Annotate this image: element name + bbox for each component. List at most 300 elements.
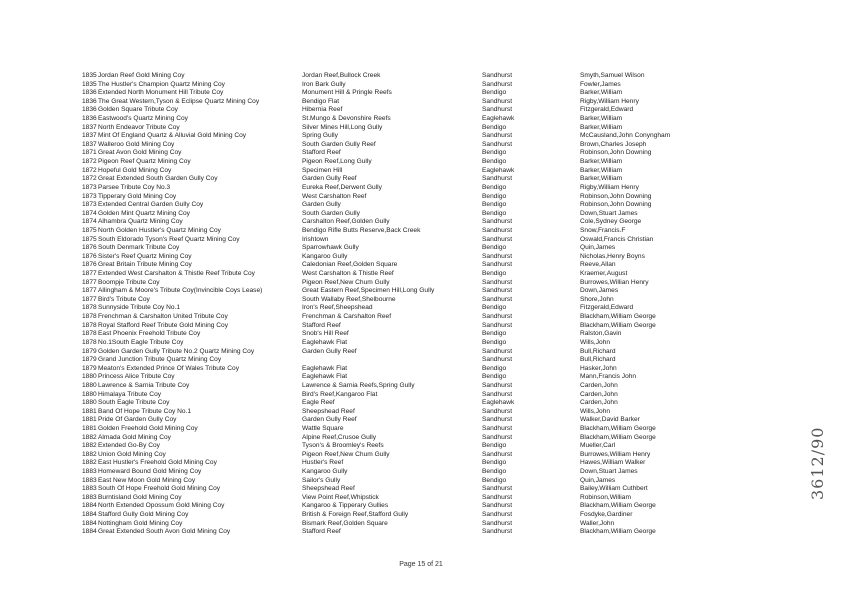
location-cell: Stafford Reef xyxy=(302,149,341,157)
company-name-cell: Great Extended South Garden Gully Coy xyxy=(98,175,218,183)
location-cell: Great Eastern Reef,Specimen Hill,Long Gully xyxy=(302,287,435,295)
district-cell: Sandhurst xyxy=(482,416,513,424)
person-cell: McCausland,John Conyngham xyxy=(580,132,671,140)
person-cell: Fitzgerald,Edward xyxy=(580,106,634,114)
location-cell: Garden Gully xyxy=(302,201,341,209)
table-row xyxy=(82,167,802,176)
company-name-cell: Himalaya Tribute Coy xyxy=(98,390,162,398)
person-cell: Reeve,Allan xyxy=(580,261,616,269)
company-name-cell: Great Britain Tribute Mining Coy xyxy=(98,261,192,269)
table-row xyxy=(82,330,802,339)
district-cell: Sandhurst xyxy=(482,485,513,493)
year-cell: 1883 xyxy=(82,493,97,501)
person-cell: Shore,John xyxy=(580,295,614,303)
district-cell: Sandhurst xyxy=(482,407,513,415)
company-name-cell: Burntisland Gold Mining Coy xyxy=(98,493,182,501)
table-row xyxy=(82,494,802,503)
table-row xyxy=(82,115,802,124)
year-cell: 1835 xyxy=(82,72,97,79)
location-cell: Stafford Reef xyxy=(302,528,341,536)
district-cell: Bendigo xyxy=(482,364,507,372)
person-cell: Barker,William xyxy=(580,123,623,131)
year-cell: 1882 xyxy=(82,442,97,450)
company-name-cell: North Golden Hustler's Quartz Mining Coy xyxy=(98,226,221,234)
year-cell: 1876 xyxy=(82,252,97,260)
district-cell: Bendigo xyxy=(482,158,507,166)
location-cell: Kangaroo & Tipperary Gullies xyxy=(302,502,389,510)
location-cell: Wattle Square xyxy=(302,424,344,432)
year-cell: 1881 xyxy=(82,407,97,415)
person-cell: Oswald,Francis Christian xyxy=(580,235,654,243)
table-row xyxy=(82,287,802,296)
person-cell: Burrowes,Willian Henry xyxy=(580,278,649,286)
person-cell: Barker,William xyxy=(580,158,623,166)
table-row xyxy=(82,408,802,417)
district-cell: Bendigo xyxy=(482,338,507,346)
person-cell: Blackham,William George xyxy=(580,424,656,432)
location-cell: Tyson's & Broomley's Reefs xyxy=(302,442,384,450)
person-cell: Kraemer,August xyxy=(580,270,628,278)
person-cell: Rigby,William Henry xyxy=(580,97,639,105)
person-cell: Down,Stuart James xyxy=(580,209,638,217)
table-row xyxy=(82,391,802,400)
district-cell: Sandhurst xyxy=(482,261,513,269)
table-row xyxy=(82,451,802,460)
table-row xyxy=(82,89,802,98)
person-cell: Barker,William xyxy=(580,175,623,183)
location-cell: Bismark Reef,Golden Square xyxy=(302,519,388,527)
company-name-cell: Almada Gold Mining Coy xyxy=(98,433,171,441)
district-cell: Sandhurst xyxy=(482,252,513,260)
company-name-cell: East New Moon Gold Mining Coy xyxy=(98,476,196,484)
district-cell: Bendigo xyxy=(482,304,507,312)
year-cell: 1872 xyxy=(82,166,97,174)
company-name-cell: Frenchman & Carshalton United Tribute Coy xyxy=(98,313,228,321)
year-cell: 1836 xyxy=(82,115,97,123)
location-cell: Alpine Reef,Crusoe Gully xyxy=(302,433,377,441)
person-cell: Bull,Richard xyxy=(580,347,616,355)
company-name-cell: The Great Western,Tyson & Eclipse Quartz Mining Coy xyxy=(98,97,260,105)
person-cell: Barker,William xyxy=(580,89,623,97)
location-cell: Iron Bark Gully xyxy=(302,80,346,88)
company-name-cell: Band Of Hope Tribute Coy No.1 xyxy=(98,407,192,415)
year-cell: 1877 xyxy=(82,295,97,303)
location-cell: Caledonian Reef,Golden Square xyxy=(302,261,398,269)
table-row xyxy=(82,356,802,365)
location-cell: Kangaroo Gully xyxy=(302,252,348,260)
year-cell: 1835 xyxy=(82,80,97,88)
year-cell: 1881 xyxy=(82,416,97,424)
location-cell: Spring Gully xyxy=(302,132,338,140)
district-cell: Sandhurst xyxy=(482,218,513,226)
year-cell: 1883 xyxy=(82,468,97,476)
company-name-cell: Jordan Reef Gold Mining Coy xyxy=(98,72,185,79)
table-row xyxy=(82,124,802,133)
person-cell: Ralston,Gavin xyxy=(580,330,622,338)
table-row xyxy=(82,399,802,408)
company-name-cell: Grand Junction Tribute Quartz Mining Coy xyxy=(98,356,222,364)
person-cell: Robinson,John Downing xyxy=(580,192,652,200)
table-row xyxy=(82,175,802,184)
district-cell: Sandhurst xyxy=(482,381,513,389)
district-cell: Sandhurst xyxy=(482,278,513,286)
district-cell: Eaglehawk xyxy=(482,166,515,174)
person-cell: Quin,James xyxy=(580,244,616,252)
company-name-cell: North Endeavor Tribute Coy xyxy=(98,123,180,131)
year-cell: 1836 xyxy=(82,106,97,114)
company-name-cell: Allingham & Moore's Tribute Coy(Invincible Coys Lease) xyxy=(98,287,263,295)
location-cell: Bird's Reef,Kangaroo Flat xyxy=(302,390,378,398)
year-cell: 1884 xyxy=(82,519,97,527)
company-name-cell: Lawrence & Sarnia Tribute Coy xyxy=(98,381,190,389)
person-cell: Carden,John xyxy=(580,399,618,407)
year-cell: 1872 xyxy=(82,175,97,183)
year-cell: 1871 xyxy=(82,149,97,157)
person-cell: Waller,John xyxy=(580,519,615,527)
person-cell: Hasker,John xyxy=(580,364,617,372)
location-cell: Garden Gully Reef xyxy=(302,416,357,424)
district-cell: Sandhurst xyxy=(482,356,513,364)
person-cell: Blackham,William George xyxy=(580,433,656,441)
location-cell: View Point Reef,Whipstick xyxy=(302,493,379,501)
location-cell: Silver Mines Hill,Long Gully xyxy=(302,123,383,131)
person-cell: Blackham,William George xyxy=(580,528,656,536)
table-row xyxy=(82,72,802,81)
company-name-cell: Sunnyside Tribute Coy No.1 xyxy=(98,304,181,312)
person-cell: Robinson,William xyxy=(580,493,631,501)
table-row xyxy=(82,81,802,90)
district-cell: Sandhurst xyxy=(482,424,513,432)
location-cell: Eaglehawk Flat xyxy=(302,373,348,381)
year-cell: 1878 xyxy=(82,338,97,346)
table-row xyxy=(82,253,802,262)
year-cell: 1875 xyxy=(82,226,97,234)
location-cell: Garden Gully Reef xyxy=(302,175,357,183)
year-cell: 1873 xyxy=(82,183,97,191)
person-cell: Mueller,Carl xyxy=(580,442,616,450)
table-row xyxy=(82,193,802,202)
year-cell: 1883 xyxy=(82,485,97,493)
person-cell: Robinson,John Downing xyxy=(580,201,652,209)
company-name-cell: Union Gold Mining Coy xyxy=(98,450,166,458)
table-row xyxy=(82,365,802,374)
table-row xyxy=(82,348,802,357)
person-cell: Barker,William xyxy=(580,166,623,174)
district-cell: Sandhurst xyxy=(482,390,513,398)
handwritten-annotation: 3612/90 xyxy=(808,426,827,500)
table-row xyxy=(82,416,802,425)
company-name-cell: South Denmark Tribute Coy xyxy=(98,244,180,252)
location-cell: Iron's Reef,Sheepshead xyxy=(302,304,373,312)
year-cell: 1874 xyxy=(82,209,97,217)
year-cell: 1836 xyxy=(82,97,97,105)
person-cell: Mann,Francis John xyxy=(580,373,637,381)
district-cell: Sandhurst xyxy=(482,132,513,140)
person-cell: Burrowes,William Henry xyxy=(580,450,651,458)
location-cell: Eureka Reef,Derwent Gully xyxy=(302,183,382,191)
district-cell: Sandhurst xyxy=(482,226,513,234)
table-row xyxy=(82,339,802,348)
person-cell: Hawes,William Walker xyxy=(580,459,646,467)
person-cell: Carden,John xyxy=(580,390,618,398)
table-row xyxy=(82,218,802,227)
district-cell: Bendigo xyxy=(482,244,507,252)
location-cell: Bendigo Rifle Butts Reserve,Back Creek xyxy=(302,226,421,234)
year-cell: 1883 xyxy=(82,476,97,484)
company-name-cell: Homeward Bound Gold Mining Coy xyxy=(98,468,202,476)
district-cell: Eaglehawk xyxy=(482,399,515,407)
company-name-cell: Extended Go-By Coy xyxy=(98,442,160,450)
table-row xyxy=(82,322,802,331)
district-cell: Sandhurst xyxy=(482,97,513,105)
district-cell: Sandhurst xyxy=(482,433,513,441)
company-name-cell: Great Extended South Avon Gold Mining Coy xyxy=(98,528,231,536)
table-row xyxy=(82,106,802,115)
person-cell: Nicholas,Henry Boyns xyxy=(580,252,645,260)
year-cell: 1873 xyxy=(82,201,97,209)
company-name-cell: Great Avon Gold Mining Coy xyxy=(98,149,182,157)
location-cell: Frenchman & Carshalton Reef xyxy=(302,313,392,321)
year-cell: 1881 xyxy=(82,424,97,432)
district-cell: Bendigo xyxy=(482,183,507,191)
person-cell: Carden,John xyxy=(580,381,618,389)
year-cell: 1880 xyxy=(82,390,97,398)
company-name-cell: Pride Of Garden Gully Coy xyxy=(98,416,177,424)
district-cell: Sandhurst xyxy=(482,80,513,88)
district-cell: Sandhurst xyxy=(482,493,513,501)
company-name-cell: Nottingham Gold Mining Coy xyxy=(98,519,183,527)
company-name-cell: Golden Freehold Gold Mining Coy xyxy=(98,424,198,432)
location-cell: Lawrence & Sarnia Reefs,Spring Gully xyxy=(302,381,415,389)
table-row xyxy=(82,477,802,486)
district-cell: Bendigo xyxy=(482,373,507,381)
location-cell: Carshalton Reef,Golden Gully xyxy=(302,218,390,226)
person-cell: Bailey,William Cuthbert xyxy=(580,485,648,493)
district-cell: Bendigo xyxy=(482,201,507,209)
company-name-cell: Eastwood's Quartz Mining Coy xyxy=(98,115,188,123)
location-cell: West Carshalton Reef xyxy=(302,192,367,200)
year-cell: 1880 xyxy=(82,381,97,389)
year-cell: 1872 xyxy=(82,158,97,166)
year-cell: 1837 xyxy=(82,123,97,131)
location-cell: South Wallaby Reef,Shelbourne xyxy=(302,295,396,303)
location-cell: Garden Gully Reef xyxy=(302,347,357,355)
person-cell: Blackham,William George xyxy=(580,313,656,321)
person-cell: Down,Stuart James xyxy=(580,468,638,476)
table-row xyxy=(82,511,802,520)
company-name-cell: Bird's Tribute Coy xyxy=(98,295,150,303)
year-cell: 1880 xyxy=(82,399,97,407)
table-row xyxy=(82,520,802,529)
year-cell: 1882 xyxy=(82,450,97,458)
person-cell: Walker,David Barker xyxy=(580,416,640,424)
table-row xyxy=(82,296,802,305)
location-cell: Snob's Hill Reef xyxy=(302,330,349,338)
year-cell: 1876 xyxy=(82,244,97,252)
year-cell: 1882 xyxy=(82,459,97,467)
table-row xyxy=(82,373,802,382)
year-cell: 1878 xyxy=(82,304,97,312)
location-cell: Sheepshead Reef xyxy=(302,485,355,493)
location-cell: Sheepshead Reef xyxy=(302,407,355,415)
person-cell: Down,James xyxy=(580,287,619,295)
company-name-cell: Parsee Tribute Coy No.3 xyxy=(98,183,171,191)
year-cell: 1876 xyxy=(82,261,97,269)
table-row xyxy=(82,382,802,391)
table-row xyxy=(82,184,802,193)
company-name-cell: Sister's Reef Quartz Mining Coy xyxy=(98,252,192,260)
location-cell: Bendigo Flat xyxy=(302,97,340,105)
table-row xyxy=(82,313,802,322)
year-cell: 1884 xyxy=(82,528,97,536)
person-cell: Robinson,John Downing xyxy=(580,149,652,157)
year-cell: 1837 xyxy=(82,132,97,140)
table-row xyxy=(82,442,802,451)
location-cell: West Carshalton & Thistle Reef xyxy=(302,270,394,278)
year-cell: 1879 xyxy=(82,364,97,372)
person-cell: Fowler,James xyxy=(580,80,621,88)
company-name-cell: Mint Of England Quartz & Alluvial Gold Mining Coy xyxy=(98,132,247,140)
company-name-cell: North Extended Opossum Gold Mining Coy xyxy=(98,502,225,510)
district-cell: Sandhurst xyxy=(482,106,513,114)
location-cell: Eaglehawk Flat xyxy=(302,338,348,346)
district-cell: Bendigo xyxy=(482,149,507,157)
table-row xyxy=(82,528,802,537)
person-cell: Wills,John xyxy=(580,338,611,346)
district-cell: Bendigo xyxy=(482,270,507,278)
district-cell: Sandhurst xyxy=(482,528,513,536)
year-cell: 1877 xyxy=(82,287,97,295)
year-cell: 1877 xyxy=(82,278,97,286)
year-cell: 1884 xyxy=(82,511,97,519)
year-cell: 1884 xyxy=(82,502,97,510)
table-row xyxy=(82,210,802,219)
year-cell: 1878 xyxy=(82,321,97,329)
location-cell: Jordan Reef,Bullock Creek xyxy=(302,72,381,79)
year-cell: 1879 xyxy=(82,347,97,355)
district-cell: Bendigo xyxy=(482,123,507,131)
table-row xyxy=(82,270,802,279)
company-name-cell: South Of Hope Freehold Gold Mining Coy xyxy=(98,485,221,493)
company-name-cell: Alhambra Quartz Mining Coy xyxy=(98,218,183,226)
district-cell: Bendigo xyxy=(482,89,507,97)
person-cell: Fosdyke,Gardiner xyxy=(580,511,633,519)
company-register-table xyxy=(82,72,802,537)
person-cell: Barker,William xyxy=(580,115,623,123)
district-cell: Bendigo xyxy=(482,192,507,200)
district-cell: Sandhurst xyxy=(482,175,513,183)
company-name-cell: Pigeon Reef Quartz Mining Coy xyxy=(98,158,191,166)
table-row xyxy=(82,459,802,468)
location-cell: Pigeon Reef,New Chum Gully xyxy=(302,278,390,286)
table-row xyxy=(82,304,802,313)
year-cell: 1878 xyxy=(82,313,97,321)
district-cell: Bendigo xyxy=(482,209,507,217)
district-cell: Sandhurst xyxy=(482,140,513,148)
location-cell: Hibernia Reef xyxy=(302,106,343,114)
location-cell: Kangaroo Gully xyxy=(302,468,348,476)
location-cell: Eaglehawk Flat xyxy=(302,364,348,372)
company-name-cell: Royal Stafford Reef Tribute Gold Mining Coy xyxy=(98,321,228,329)
district-cell: Sandhurst xyxy=(482,235,513,243)
table-row xyxy=(82,279,802,288)
district-cell: Sandhurst xyxy=(482,321,513,329)
person-cell: Smyth,Samuel Wilson xyxy=(580,72,645,79)
district-cell: Bendigo xyxy=(482,476,507,484)
table-row xyxy=(82,98,802,107)
year-cell: 1836 xyxy=(82,89,97,97)
page-footer: Page 15 of 21 xyxy=(399,561,443,568)
table-row xyxy=(82,141,802,150)
company-name-cell: No.1South Eagle Tribute Coy xyxy=(98,338,184,346)
company-name-cell: Extended Central Garden Gully Coy xyxy=(98,201,204,209)
person-cell: Quin,James xyxy=(580,476,616,484)
person-cell: Cole,Sydney George xyxy=(580,218,642,226)
table-row xyxy=(82,434,802,443)
company-name-cell: Extended West Carshalton & Thistle Reef Tribute Coy xyxy=(98,270,255,278)
person-cell: Brown,Charles Joseph xyxy=(580,140,647,148)
location-cell: Pigeon Reef,New Chum Gully xyxy=(302,450,390,458)
year-cell: 1875 xyxy=(82,235,97,243)
location-cell: Sailor's Gully xyxy=(302,476,341,484)
table-row xyxy=(82,158,802,167)
year-cell: 1873 xyxy=(82,192,97,200)
table-row xyxy=(82,468,802,477)
company-name-cell: Hopeful Gold Mining Coy xyxy=(98,166,172,174)
location-cell: St.Mungo & Devonshire Reefs xyxy=(302,115,391,123)
district-cell: Sandhurst xyxy=(482,313,513,321)
table-row xyxy=(82,502,802,511)
district-cell: Bendigo xyxy=(482,468,507,476)
location-cell: Hustler's Reef xyxy=(302,459,344,467)
district-cell: Bendigo xyxy=(482,330,507,338)
location-cell: Stafford Reef xyxy=(302,321,341,329)
district-cell: Sandhurst xyxy=(482,287,513,295)
district-cell: Sandhurst xyxy=(482,347,513,355)
company-name-cell: South Eldorado Tyson's Reef Quartz Mining Coy xyxy=(98,235,240,243)
table-row xyxy=(82,201,802,210)
company-name-cell: Golden Square Tribute Coy xyxy=(98,106,178,114)
table-row xyxy=(82,485,802,494)
table-row xyxy=(82,236,802,245)
location-cell: Eagle Reef xyxy=(302,399,335,407)
person-cell: Blackham,William George xyxy=(580,321,656,329)
location-cell: Irishtown xyxy=(302,235,329,243)
year-cell: 1878 xyxy=(82,330,97,338)
year-cell: 1879 xyxy=(82,356,97,364)
location-cell: Sparrowhawk Gully xyxy=(302,244,359,252)
company-name-cell: Boompje Tribute Coy xyxy=(98,278,160,286)
company-name-cell: Walleroo Gold Mining Coy xyxy=(98,140,175,148)
person-cell: Wills,John xyxy=(580,407,611,415)
district-cell: Sandhurst xyxy=(482,519,513,527)
location-cell: South Garden Gully Reef xyxy=(302,140,376,148)
person-cell: Fitzgerald,Edward xyxy=(580,304,634,312)
district-cell: Sandhurst xyxy=(482,450,513,458)
location-cell: British & Foreign Reef,Stafford Gully xyxy=(302,511,409,519)
company-name-cell: East Phoenix Freehold Tribute Coy xyxy=(98,330,201,338)
year-cell: 1882 xyxy=(82,433,97,441)
company-name-cell: South Eagle Tribute Coy xyxy=(98,399,170,407)
company-name-cell: Golden Mint Quartz Mining Coy xyxy=(98,209,190,217)
person-cell: Bull,Richard xyxy=(580,356,616,364)
person-cell: Blackham,William George xyxy=(580,502,656,510)
district-cell: Bendigo xyxy=(482,442,507,450)
company-name-cell: Extended North Monument Hill Tribute Coy xyxy=(98,89,224,97)
location-cell: South Garden Gully xyxy=(302,209,360,217)
district-cell: Sandhurst xyxy=(482,72,513,79)
table-row xyxy=(82,425,802,434)
